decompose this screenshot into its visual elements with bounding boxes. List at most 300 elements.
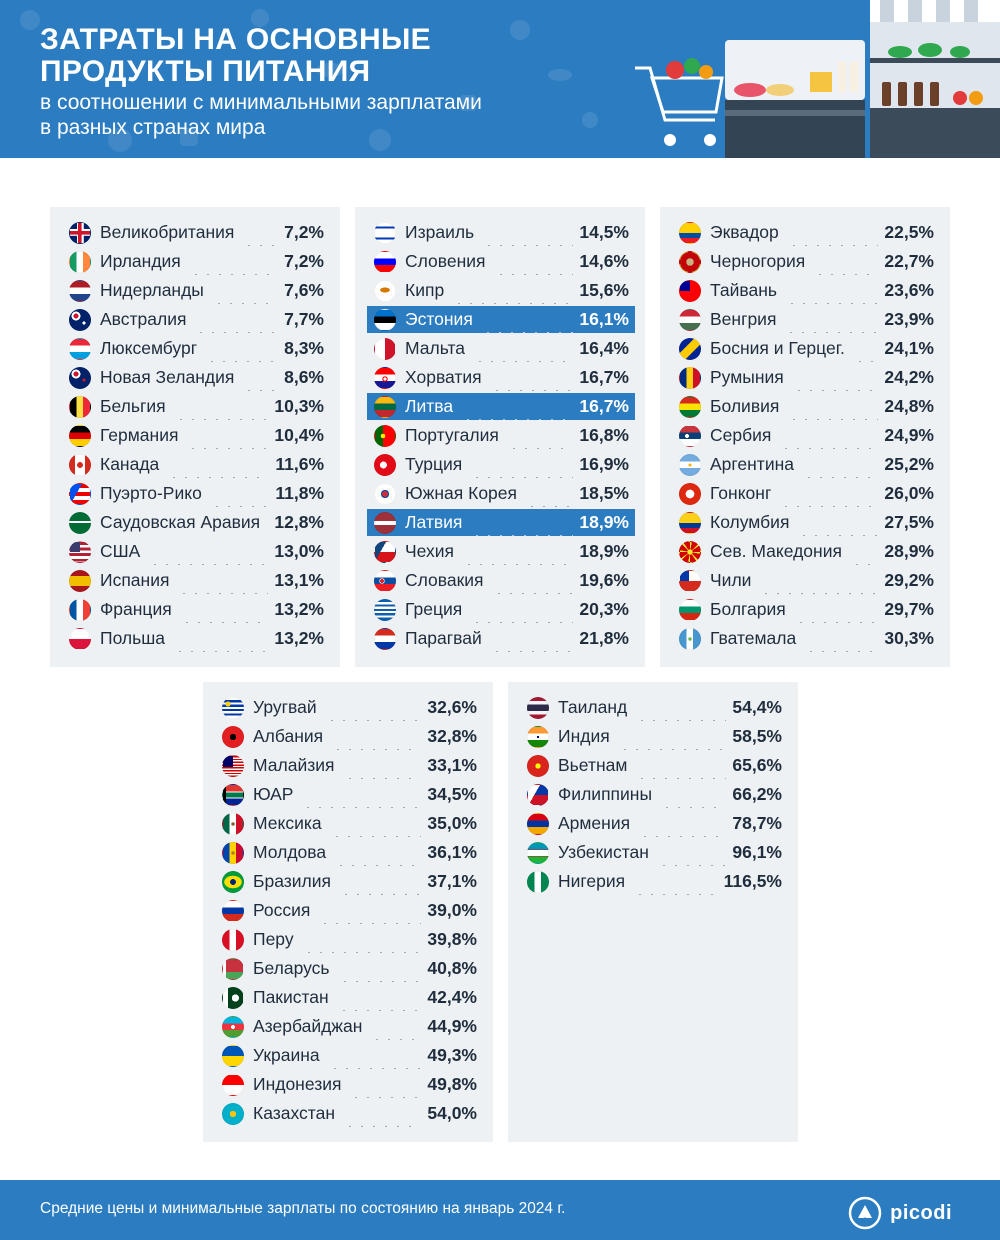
dot-leader	[335, 984, 422, 1011]
flag-нигерия-icon	[527, 871, 549, 893]
dot-leader	[326, 1042, 422, 1069]
percentage-value: 116,5%	[723, 871, 782, 891]
country-row	[520, 723, 788, 750]
column-panel-1	[50, 207, 340, 667]
flag-германия-icon	[69, 425, 91, 447]
flag-нидерланды-icon	[69, 280, 91, 302]
country-name: Пуэрто-Рико	[100, 483, 202, 503]
dot-leader	[203, 335, 278, 362]
percentage-value: 13,1%	[274, 570, 324, 590]
percentage-value: 23,9%	[884, 309, 934, 329]
flag-новая-зеландия-icon	[69, 367, 91, 389]
percentage-value: 35,0%	[427, 813, 477, 833]
percentage-value: 11,6%	[275, 454, 324, 474]
country-name: Кипр	[405, 280, 445, 300]
flag-саудовская-аравия-icon	[69, 512, 91, 534]
flag-турция-icon	[374, 454, 396, 476]
country-row	[215, 955, 483, 982]
country-row	[215, 752, 483, 779]
flag-чили-icon	[679, 570, 701, 592]
country-name: Латвия	[405, 512, 463, 532]
country-row	[215, 694, 483, 721]
country-name: Румыния	[710, 367, 784, 387]
country-name: Литва	[405, 396, 454, 416]
flag-румыния-icon	[679, 367, 701, 389]
percentage-value: 42,4%	[427, 987, 477, 1007]
country-name: Венгрия	[710, 309, 777, 329]
country-row	[367, 219, 635, 246]
country-name: Албания	[253, 726, 324, 746]
flag-греция-icon	[374, 599, 396, 621]
country-name: Бельгия	[100, 396, 166, 416]
percentage-value: 28,9%	[884, 541, 934, 561]
dot-leader	[172, 393, 269, 420]
flag-мексика-icon	[222, 813, 244, 835]
flag-пакистан-icon	[222, 987, 244, 1009]
country-row	[215, 1013, 483, 1040]
dot-leader	[336, 955, 422, 982]
country-row	[672, 509, 940, 536]
page-subtitle	[40, 90, 482, 140]
country-name: Нигерия	[558, 871, 626, 891]
country-row	[520, 781, 788, 808]
dot-leader	[328, 810, 422, 837]
header-banner	[0, 0, 1000, 158]
country-name: Сербия	[710, 425, 772, 445]
country-row	[62, 219, 330, 246]
percentage-value: 24,1%	[884, 338, 934, 358]
country-row	[672, 393, 940, 420]
dot-leader	[332, 839, 421, 866]
percentage-value: 18,9%	[579, 541, 629, 561]
dot-leader	[460, 538, 573, 565]
percentage-value: 44,9%	[427, 1016, 477, 1036]
country-name: Гватемала	[710, 628, 797, 648]
percentage-value: 14,6%	[579, 251, 629, 271]
flag-сев-македония-icon	[679, 541, 701, 563]
country-name: Греция	[405, 599, 463, 619]
dot-leader	[851, 335, 879, 362]
percentage-value: 27,5%	[884, 512, 934, 532]
country-row	[367, 393, 635, 420]
flag-великобритания-icon	[69, 222, 91, 244]
country-name: Австралия	[100, 309, 187, 329]
title-line-2: ПРОДУКТЫ ПИТАНИЯ	[40, 55, 371, 88]
country-row	[672, 422, 940, 449]
dot-leader	[323, 694, 422, 721]
dot-leader	[785, 393, 878, 420]
percentage-value: 16,9%	[579, 454, 629, 474]
percentage-value: 29,7%	[884, 599, 934, 619]
country-name: Украина	[253, 1045, 320, 1065]
percentage-value: 25,2%	[884, 454, 934, 474]
percentage-value: 19,6%	[579, 570, 629, 590]
country-row	[367, 364, 635, 391]
country-name: Гонконг	[710, 483, 772, 503]
country-name: Казахстан	[253, 1103, 336, 1123]
dot-leader	[459, 393, 573, 420]
flag-болгария-icon	[679, 599, 701, 621]
country-name: Чехия	[405, 541, 455, 561]
dot-leader	[492, 248, 574, 275]
country-row	[367, 480, 635, 507]
flag-малайзия-icon	[222, 755, 244, 777]
flag-франция-icon	[69, 599, 91, 621]
country-row	[215, 781, 483, 808]
percentage-value: 39,0%	[427, 900, 477, 920]
country-name: Боливия	[710, 396, 780, 416]
flag-колумбия-icon	[679, 512, 701, 534]
picodi-logo-icon	[848, 1196, 882, 1230]
dot-leader	[783, 277, 878, 304]
dot-leader	[184, 422, 268, 449]
dot-leader	[616, 723, 727, 750]
dot-leader	[790, 364, 879, 391]
dot-leader	[329, 723, 421, 750]
country-name: Бразилия	[253, 871, 332, 891]
country-name: Франция	[100, 599, 172, 619]
percentage-value: 16,1%	[579, 309, 629, 329]
brand-name: picodi	[890, 1201, 952, 1224]
percentage-value: 22,7%	[884, 251, 934, 271]
country-name: Россия	[253, 900, 311, 920]
flag-эквадор-icon	[679, 222, 701, 244]
dot-leader	[165, 451, 269, 478]
country-name: Германия	[100, 425, 179, 445]
country-name: Аргентина	[710, 454, 794, 474]
percentage-value: 16,7%	[579, 396, 629, 416]
percentage-value: 37,1%	[427, 871, 477, 891]
country-name: Вьетнам	[558, 755, 628, 775]
country-row	[672, 364, 940, 391]
subtitle-line-1: в соотношении с минимальными зарплатами	[40, 91, 482, 114]
subtitle-line-2: в разных странах мира	[40, 116, 266, 139]
country-name: Тайвань	[710, 280, 778, 300]
country-name: Филиппины	[558, 784, 653, 804]
country-name: Малайзия	[253, 755, 335, 775]
country-name: Ирландия	[100, 251, 181, 271]
country-row	[367, 567, 635, 594]
country-name: Словакия	[405, 570, 484, 590]
flag-армения-icon	[527, 813, 549, 835]
country-row	[62, 364, 330, 391]
country-name: Эквадор	[710, 222, 779, 242]
flag-черногория-icon	[679, 251, 701, 273]
flag-израиль-icon	[374, 222, 396, 244]
country-row	[672, 451, 940, 478]
percentage-value: 20,3%	[579, 599, 629, 619]
dot-leader	[300, 926, 422, 953]
dot-leader	[795, 509, 878, 536]
flag-сербия-icon	[679, 425, 701, 447]
percentage-value: 12,8%	[274, 512, 324, 532]
country-name: Парагвай	[405, 628, 482, 648]
country-row	[672, 219, 940, 246]
country-row	[367, 335, 635, 362]
country-row	[367, 596, 635, 623]
country-row	[62, 567, 330, 594]
country-row	[520, 752, 788, 779]
percentage-value: 13,0%	[274, 541, 324, 561]
country-row	[367, 277, 635, 304]
flag-венгрия-icon	[679, 309, 701, 331]
percentage-value: 26,0%	[884, 483, 934, 503]
dot-leader	[658, 781, 726, 808]
dot-leader	[479, 306, 574, 333]
country-row	[672, 625, 940, 652]
dot-leader	[450, 277, 573, 304]
country-name: Турция	[405, 454, 463, 474]
country-row	[672, 480, 940, 507]
country-row	[367, 248, 635, 275]
percentage-value: 65,6%	[732, 755, 782, 775]
dot-leader	[782, 306, 878, 333]
percentage-value: 13,2%	[274, 599, 324, 619]
percentage-value: 54,4%	[732, 697, 782, 717]
percentage-value: 58,5%	[732, 726, 782, 746]
flag-босния-и-герцег-icon	[679, 338, 701, 360]
percentage-value: 54,0%	[427, 1103, 477, 1123]
flag-австралия-icon	[69, 309, 91, 331]
flag-индия-icon	[527, 726, 549, 748]
dot-leader	[337, 868, 421, 895]
flag-канада-icon	[69, 454, 91, 476]
percentage-value: 32,8%	[427, 726, 477, 746]
dot-leader	[757, 567, 878, 594]
flag-люксембург-icon	[69, 338, 91, 360]
country-name: Индонезия	[253, 1074, 342, 1094]
flag-тайвань-icon	[679, 280, 701, 302]
country-row	[62, 625, 330, 652]
country-name: Индия	[558, 726, 610, 746]
flag-парагвай-icon	[374, 628, 396, 650]
percentage-value: 49,8%	[427, 1074, 477, 1094]
dot-leader	[240, 364, 278, 391]
percentage-value: 7,2%	[284, 222, 324, 242]
country-name: Чили	[710, 570, 752, 590]
country-name: Канада	[100, 454, 160, 474]
country-row	[62, 335, 330, 362]
country-row	[520, 839, 788, 866]
flag-уругвай-icon	[222, 697, 244, 719]
footer-bar	[0, 1180, 1000, 1240]
country-row	[367, 538, 635, 565]
dot-leader	[178, 596, 269, 623]
flag-боливия-icon	[679, 396, 701, 418]
dot-leader	[633, 752, 726, 779]
percentage-value: 66,2%	[732, 784, 782, 804]
title-line-1: ЗАТРАТЫ НА ОСНОВНЫЕ	[40, 23, 431, 56]
flag-таиланд-icon	[527, 697, 549, 719]
country-row	[520, 810, 788, 837]
country-row	[215, 897, 483, 924]
flag-аргентина-icon	[679, 454, 701, 476]
dot-leader	[777, 422, 878, 449]
percentage-value: 32,6%	[427, 697, 477, 717]
dot-leader	[631, 868, 717, 895]
percentage-value: 11,8%	[275, 483, 324, 503]
percentage-value: 49,3%	[427, 1045, 477, 1065]
percentage-value: 13,2%	[274, 628, 324, 648]
percentage-value: 24,9%	[884, 425, 934, 445]
dot-leader	[488, 364, 574, 391]
flag-казахстан-icon	[222, 1103, 244, 1125]
dot-leader	[468, 509, 573, 536]
country-row	[367, 451, 635, 478]
flag-латвия-icon	[374, 512, 396, 534]
percentage-value: 18,5%	[579, 483, 629, 503]
country-row	[672, 538, 940, 565]
dot-leader	[187, 248, 278, 275]
country-name: Словения	[405, 251, 486, 271]
dot-leader	[468, 451, 573, 478]
percentage-value: 7,7%	[284, 309, 324, 329]
country-row	[62, 596, 330, 623]
country-name: Азербайджан	[253, 1016, 363, 1036]
flag-гонконг-icon	[679, 483, 701, 505]
country-name: Великобритания	[100, 222, 235, 242]
country-row	[215, 810, 483, 837]
dot-leader	[523, 480, 573, 507]
dot-leader	[480, 219, 573, 246]
country-row	[215, 839, 483, 866]
dot-leader	[210, 277, 278, 304]
country-row	[672, 335, 940, 362]
flag-молдова-icon	[222, 842, 244, 864]
dot-leader	[488, 625, 574, 652]
dot-leader	[471, 335, 573, 362]
country-row	[215, 1100, 483, 1127]
flag-бразилия-icon	[222, 871, 244, 893]
country-row	[62, 509, 330, 536]
flag-испания-icon	[69, 570, 91, 592]
country-name: США	[100, 541, 141, 561]
country-name: Южная Корея	[405, 483, 517, 503]
flag-украина-icon	[222, 1045, 244, 1067]
country-name: Израиль	[405, 222, 475, 242]
percentage-value: 16,8%	[579, 425, 629, 445]
dot-leader	[800, 451, 878, 478]
dot-leader	[792, 596, 879, 623]
country-name: Польша	[100, 628, 166, 648]
flag-мальта-icon	[374, 338, 396, 360]
country-row	[672, 306, 940, 333]
percentage-value: 14,5%	[579, 222, 629, 242]
country-name: Таиланд	[558, 697, 628, 717]
percentage-value: 40,8%	[427, 958, 477, 978]
dot-leader	[785, 219, 879, 246]
percentage-value: 16,7%	[579, 367, 629, 387]
flag-сша-icon	[69, 541, 91, 563]
dot-leader	[341, 752, 422, 779]
flag-гватемала-icon	[679, 628, 701, 650]
flag-индонезия-icon	[222, 1074, 244, 1096]
flag-польша-icon	[69, 628, 91, 650]
percentage-value: 7,2%	[284, 251, 324, 271]
flag-хорватия-icon	[374, 367, 396, 389]
country-row	[62, 277, 330, 304]
country-row	[215, 984, 483, 1011]
country-row	[62, 248, 330, 275]
percentage-value: 22,5%	[884, 222, 934, 242]
country-row	[367, 306, 635, 333]
flag-юар-icon	[222, 784, 244, 806]
dot-leader	[848, 538, 878, 565]
country-row	[672, 567, 940, 594]
column-panel-4	[203, 682, 493, 1142]
dot-leader	[368, 1013, 421, 1040]
flag-кипр-icon	[374, 280, 396, 302]
country-row	[62, 393, 330, 420]
country-name: Перу	[253, 929, 294, 949]
country-name: Босния и Герцег.	[710, 338, 845, 358]
dot-leader	[266, 509, 268, 536]
dot-leader	[240, 219, 278, 246]
dot-leader	[146, 538, 268, 565]
country-row	[62, 422, 330, 449]
grocery-store-illustration	[630, 0, 1000, 158]
percentage-value: 8,6%	[284, 367, 324, 387]
dot-leader	[316, 897, 421, 924]
percentage-value: 18,9%	[579, 512, 629, 532]
country-name: Сев. Македония	[710, 541, 842, 561]
country-row	[367, 509, 635, 536]
country-name: Эстония	[405, 309, 473, 329]
flag-бельгия-icon	[69, 396, 91, 418]
country-row	[215, 1042, 483, 1069]
country-name: Узбекистан	[558, 842, 649, 862]
country-name: ЮАР	[253, 784, 294, 804]
dot-leader	[468, 596, 573, 623]
country-row	[672, 277, 940, 304]
percentage-value: 36,1%	[427, 842, 477, 862]
percentage-value: 10,3%	[274, 396, 324, 416]
dot-leader	[175, 567, 268, 594]
dot-leader	[505, 422, 574, 449]
country-name: Саудовская Аравия	[100, 512, 261, 532]
country-row	[215, 723, 483, 750]
footnote: Средние цены и минимальные зарплаты по состоянию на январь 2024 г.	[40, 1200, 566, 1217]
country-name: Беларусь	[253, 958, 330, 978]
percentage-value: 16,4%	[579, 338, 629, 358]
dot-leader	[490, 567, 574, 594]
country-row	[215, 926, 483, 953]
flag-португалия-icon	[374, 425, 396, 447]
country-name: Мексика	[253, 813, 322, 833]
country-row	[62, 480, 330, 507]
country-name: Новая Зеландия	[100, 367, 235, 387]
flag-пуэрто-рико-icon	[69, 483, 91, 505]
dot-leader	[299, 781, 421, 808]
percentage-value: 30,3%	[884, 628, 934, 648]
percentage-value: 78,7%	[732, 813, 782, 833]
country-row	[215, 868, 483, 895]
dot-leader	[655, 839, 726, 866]
flag-ирландия-icon	[69, 251, 91, 273]
percentage-value: 34,5%	[427, 784, 477, 804]
flag-словакия-icon	[374, 570, 396, 592]
percentage-value: 7,6%	[284, 280, 324, 300]
country-name: Армения	[558, 813, 631, 833]
percentage-value: 10,4%	[274, 425, 324, 445]
country-name: Мальта	[405, 338, 466, 358]
percentage-value: 23,6%	[884, 280, 934, 300]
percentage-value: 39,8%	[427, 929, 477, 949]
flag-азербайджан-icon	[222, 1016, 244, 1038]
flag-албания-icon	[222, 726, 244, 748]
flag-филиппины-icon	[527, 784, 549, 806]
percentage-value: 15,6%	[579, 280, 629, 300]
